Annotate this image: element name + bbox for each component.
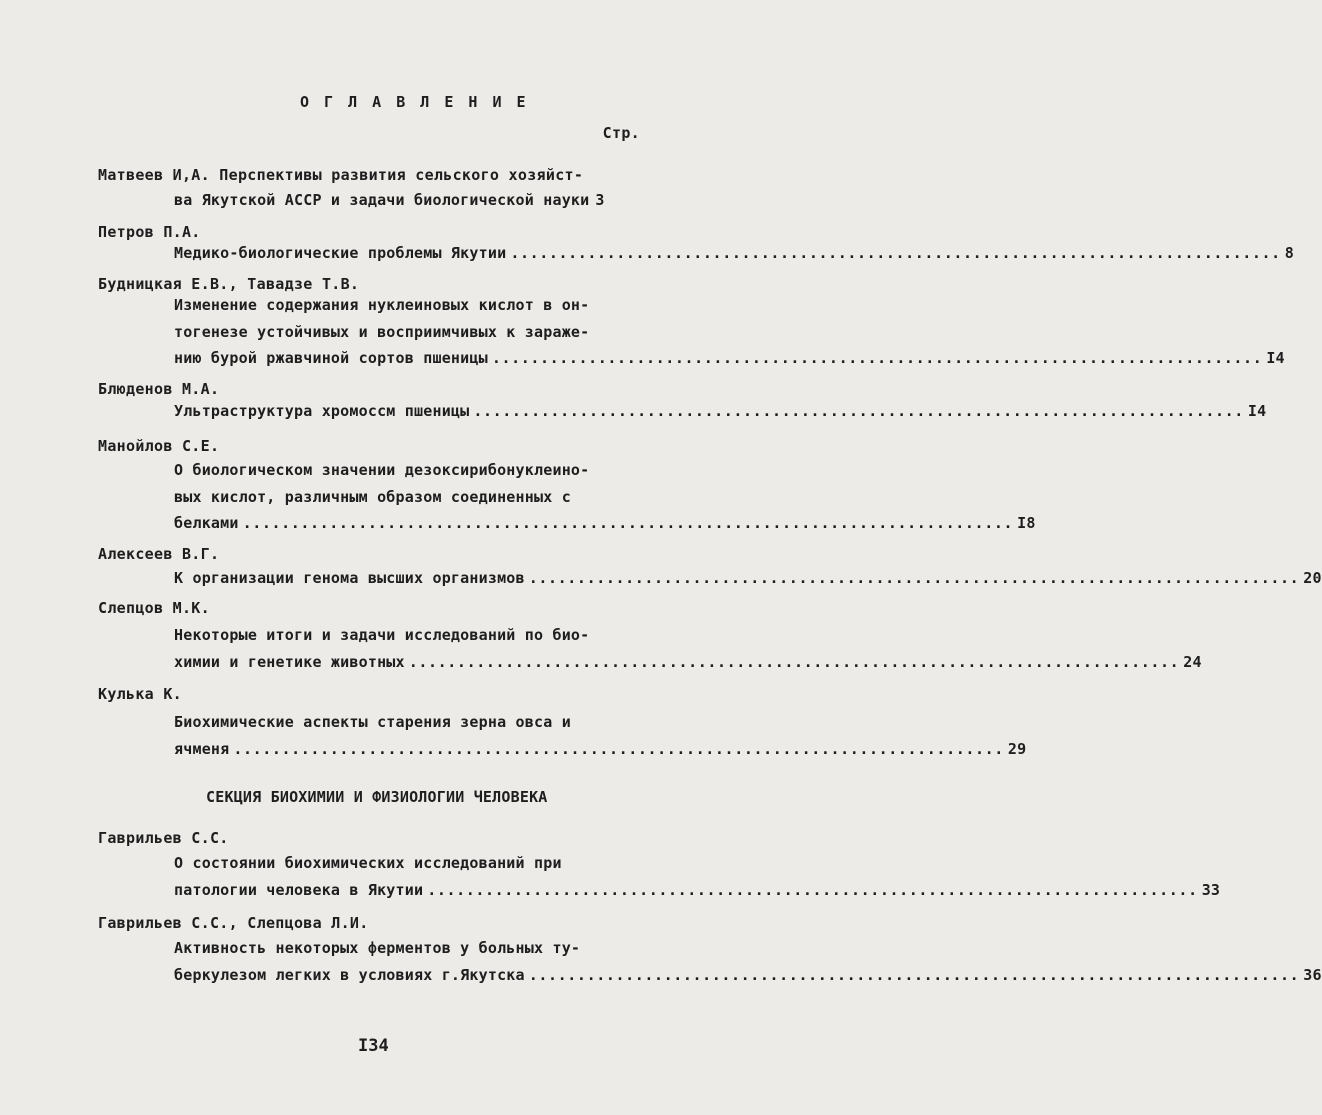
dot-leader: ................................................................................ xyxy=(473,402,1244,420)
entry-page-number: 36 xyxy=(1303,965,1322,984)
dot-leader: ................................................................................ xyxy=(408,652,1180,671)
entry-author: Будницкая Е.В., Тавадзе Т.В. xyxy=(98,275,360,293)
entry-title-line: вых кислот, различным образом соединенных с xyxy=(174,487,571,506)
entry-page-number: I4 xyxy=(1247,402,1267,420)
entry-page-number: 3 xyxy=(595,191,605,209)
entry-last-line xyxy=(174,736,1027,763)
entry-page-number: I8 xyxy=(1017,514,1036,532)
entry-last-line xyxy=(174,649,1202,676)
entry-author: Матвеев И,А. Перспективы развития сельского хозяйст- xyxy=(98,166,584,184)
entry-author: Гаврильев С.С. xyxy=(98,829,229,847)
entry-title-text: ва Якутской АССР и задачи биологической науки xyxy=(174,191,590,209)
entry-last-line xyxy=(174,565,1322,592)
entry-title-text: патологии человека в Якутии xyxy=(174,880,424,899)
entry-last-line xyxy=(174,345,1285,372)
entry-title-text: белками xyxy=(174,514,239,532)
entry-title-line: О состоянии биохимических исследований при xyxy=(174,854,562,872)
entry-author: Кулька К. xyxy=(98,685,182,703)
entry-title-text: беркулезом легких в условиях г.Якутска xyxy=(174,965,525,984)
section-title: СЕКЦИЯ БИОХИМИИ И ФИЗИОЛОГИИ ЧЕЛОВЕКА xyxy=(206,788,548,806)
entry-author: Петров П.А. xyxy=(98,223,201,241)
entry-title-line: О биологическом значении дезоксирибонуклеино- xyxy=(174,461,590,479)
entry-title xyxy=(174,398,1267,425)
entry-page-number: 29 xyxy=(1007,739,1027,758)
entry-title xyxy=(174,709,1027,762)
entry-last-line xyxy=(174,962,1322,989)
entry-title-line: Некоторые итоги и задачи исследований по био- xyxy=(174,626,590,644)
entry-title xyxy=(174,622,1202,675)
entry-last-line xyxy=(174,510,1036,537)
entry-title-line: тогенезе устойчивых и восприимчивых к зараже- xyxy=(174,322,590,341)
entry-page-number: 8 xyxy=(1284,244,1295,262)
entry-title-text: химии и генетике животных xyxy=(174,652,405,671)
entry-author: Блюденов М.А. xyxy=(98,380,220,398)
entry-title xyxy=(174,240,1295,267)
entry-page-number: 33 xyxy=(1201,880,1221,899)
entry-author: Слепцов М.К. xyxy=(98,599,210,617)
entry-title-text: Медико-биологические проблемы Якутии xyxy=(174,244,507,262)
entry-page-number: 24 xyxy=(1183,652,1202,671)
entry-title-line: Активность некоторых ферментов у больных ту- xyxy=(174,939,581,957)
dot-leader: ................................................................................ xyxy=(528,965,1300,984)
entry-title xyxy=(174,850,1221,903)
page-column-label: Стр. xyxy=(602,124,640,142)
entry-title-line: Изменение содержания нуклеиновых кислот в он- xyxy=(174,296,590,314)
entry-title xyxy=(174,935,1322,988)
entry-page-number: 20 xyxy=(1303,569,1322,587)
entry-title xyxy=(174,565,1322,592)
entry-title-line: Биохимические аспекты старения зерна овса и xyxy=(174,713,571,731)
entry-last-line xyxy=(174,877,1221,904)
entry-author: Гаврильев С.С., Слепцова Л.И. xyxy=(98,914,369,932)
entry-title xyxy=(174,187,641,214)
dot-leader: ................................................................................ xyxy=(233,739,1004,758)
dot-leader: ................................................................................ xyxy=(242,514,1014,532)
dot-leader: ................................................................................ xyxy=(528,569,1300,587)
entry-author: Манойлов С.Е. xyxy=(98,437,220,455)
entry-title-text: нию бурой ржавчиной сортов пшеницы xyxy=(174,349,488,367)
toc-heading: О Г Л А В Л Е Н И Е xyxy=(300,93,529,111)
entry-title xyxy=(174,457,1036,537)
dot-leader: ................................................................................ xyxy=(427,880,1198,899)
entry-title xyxy=(174,292,1285,372)
entry-last-line xyxy=(174,187,641,214)
entry-title-text: К организации генома высших организмов xyxy=(174,569,525,587)
footer-page-number: I34 xyxy=(358,1036,389,1056)
entry-title-text: ячменя xyxy=(174,739,230,758)
entry-author: Алексеев В.Г. xyxy=(98,545,220,563)
dot-leader: ................................................................................ xyxy=(491,349,1263,367)
dot-leader: ................................................................................ xyxy=(510,244,1281,262)
entry-last-line xyxy=(174,398,1267,425)
entry-title-text: Ультраструктура хромоссм пшеницы xyxy=(174,402,470,420)
entry-page-number: I4 xyxy=(1266,349,1285,367)
entry-last-line xyxy=(174,240,1295,267)
